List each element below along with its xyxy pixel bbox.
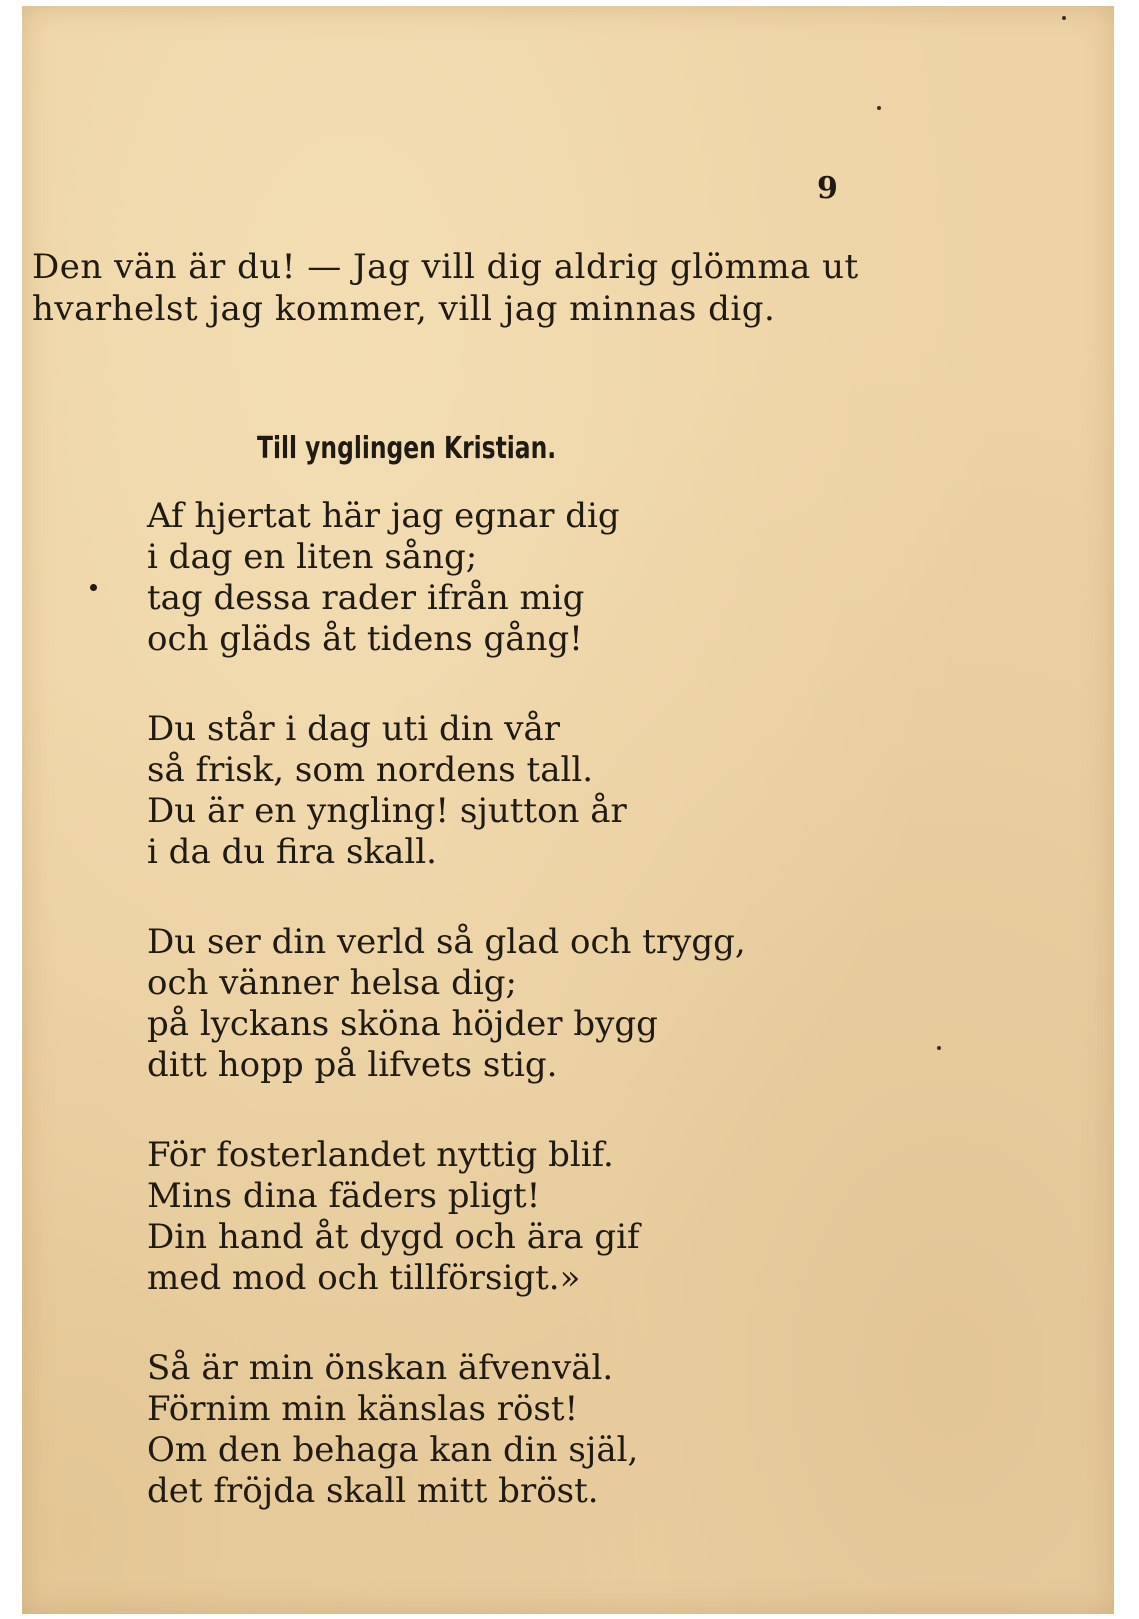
poem-line: ditt hopp på lifvets stig.	[147, 1045, 558, 1085]
poem-line: i da du fira skall.	[147, 832, 437, 872]
poem-line: Förnim min känslas röst!	[147, 1389, 579, 1429]
poem-line: det fröjda skall mitt bröst.	[147, 1471, 599, 1511]
stanza	[147, 496, 746, 660]
poem-line: i dag en liten sång;	[147, 537, 478, 577]
ink-dot-mark	[90, 584, 97, 591]
poem-line: Du står i dag uti din vår	[147, 709, 561, 749]
poem-line: Din hand åt dygd och ära gif	[147, 1217, 640, 1257]
poem-line: Du ser din verld så glad och trygg,	[147, 922, 746, 962]
poem-line: För fosterlandet nyttig blif.	[147, 1135, 614, 1175]
poem-line: Du är en yngling! sjutton år	[147, 791, 627, 831]
stanza	[147, 1135, 746, 1299]
poem-line: och gläds åt tidens gång!	[147, 619, 583, 659]
poem-line: Af hjertat här jag egnar dig	[147, 496, 620, 536]
paper-speck	[937, 1046, 941, 1050]
stanza	[147, 709, 746, 873]
paper-speck	[1062, 16, 1066, 20]
header-line: Den vän är du! — Jag vill dig aldrig glömma ut	[32, 247, 859, 287]
header-line: hvarhelst jag kommer, vill jag minnas dig.	[32, 289, 776, 329]
poem-line: Om den behaga kan din själ,	[147, 1430, 639, 1470]
page-number: 9	[817, 171, 838, 206]
poem-line: så frisk, som nordens tall.	[147, 750, 594, 790]
poem-line: tag dessa rader ifrån mig	[147, 578, 585, 618]
poem-line: med mod och tillförsigt.»	[147, 1258, 581, 1298]
stanza	[147, 922, 746, 1086]
poem-title: Till ynglingen Kristian.	[257, 431, 557, 466]
paper-page	[22, 6, 1114, 1614]
poem-line: på lyckans sköna höjder bygg	[147, 1004, 658, 1044]
poem-line: och vänner helsa dig;	[147, 963, 517, 1003]
paper-speck	[877, 106, 881, 110]
poem-line: Mins dina fäders pligt!	[147, 1176, 541, 1216]
poem-body	[147, 496, 746, 1512]
stanza	[147, 1348, 746, 1512]
header-verse	[32, 246, 859, 330]
poem-line: Så är min önskan äfvenväl.	[147, 1348, 614, 1388]
